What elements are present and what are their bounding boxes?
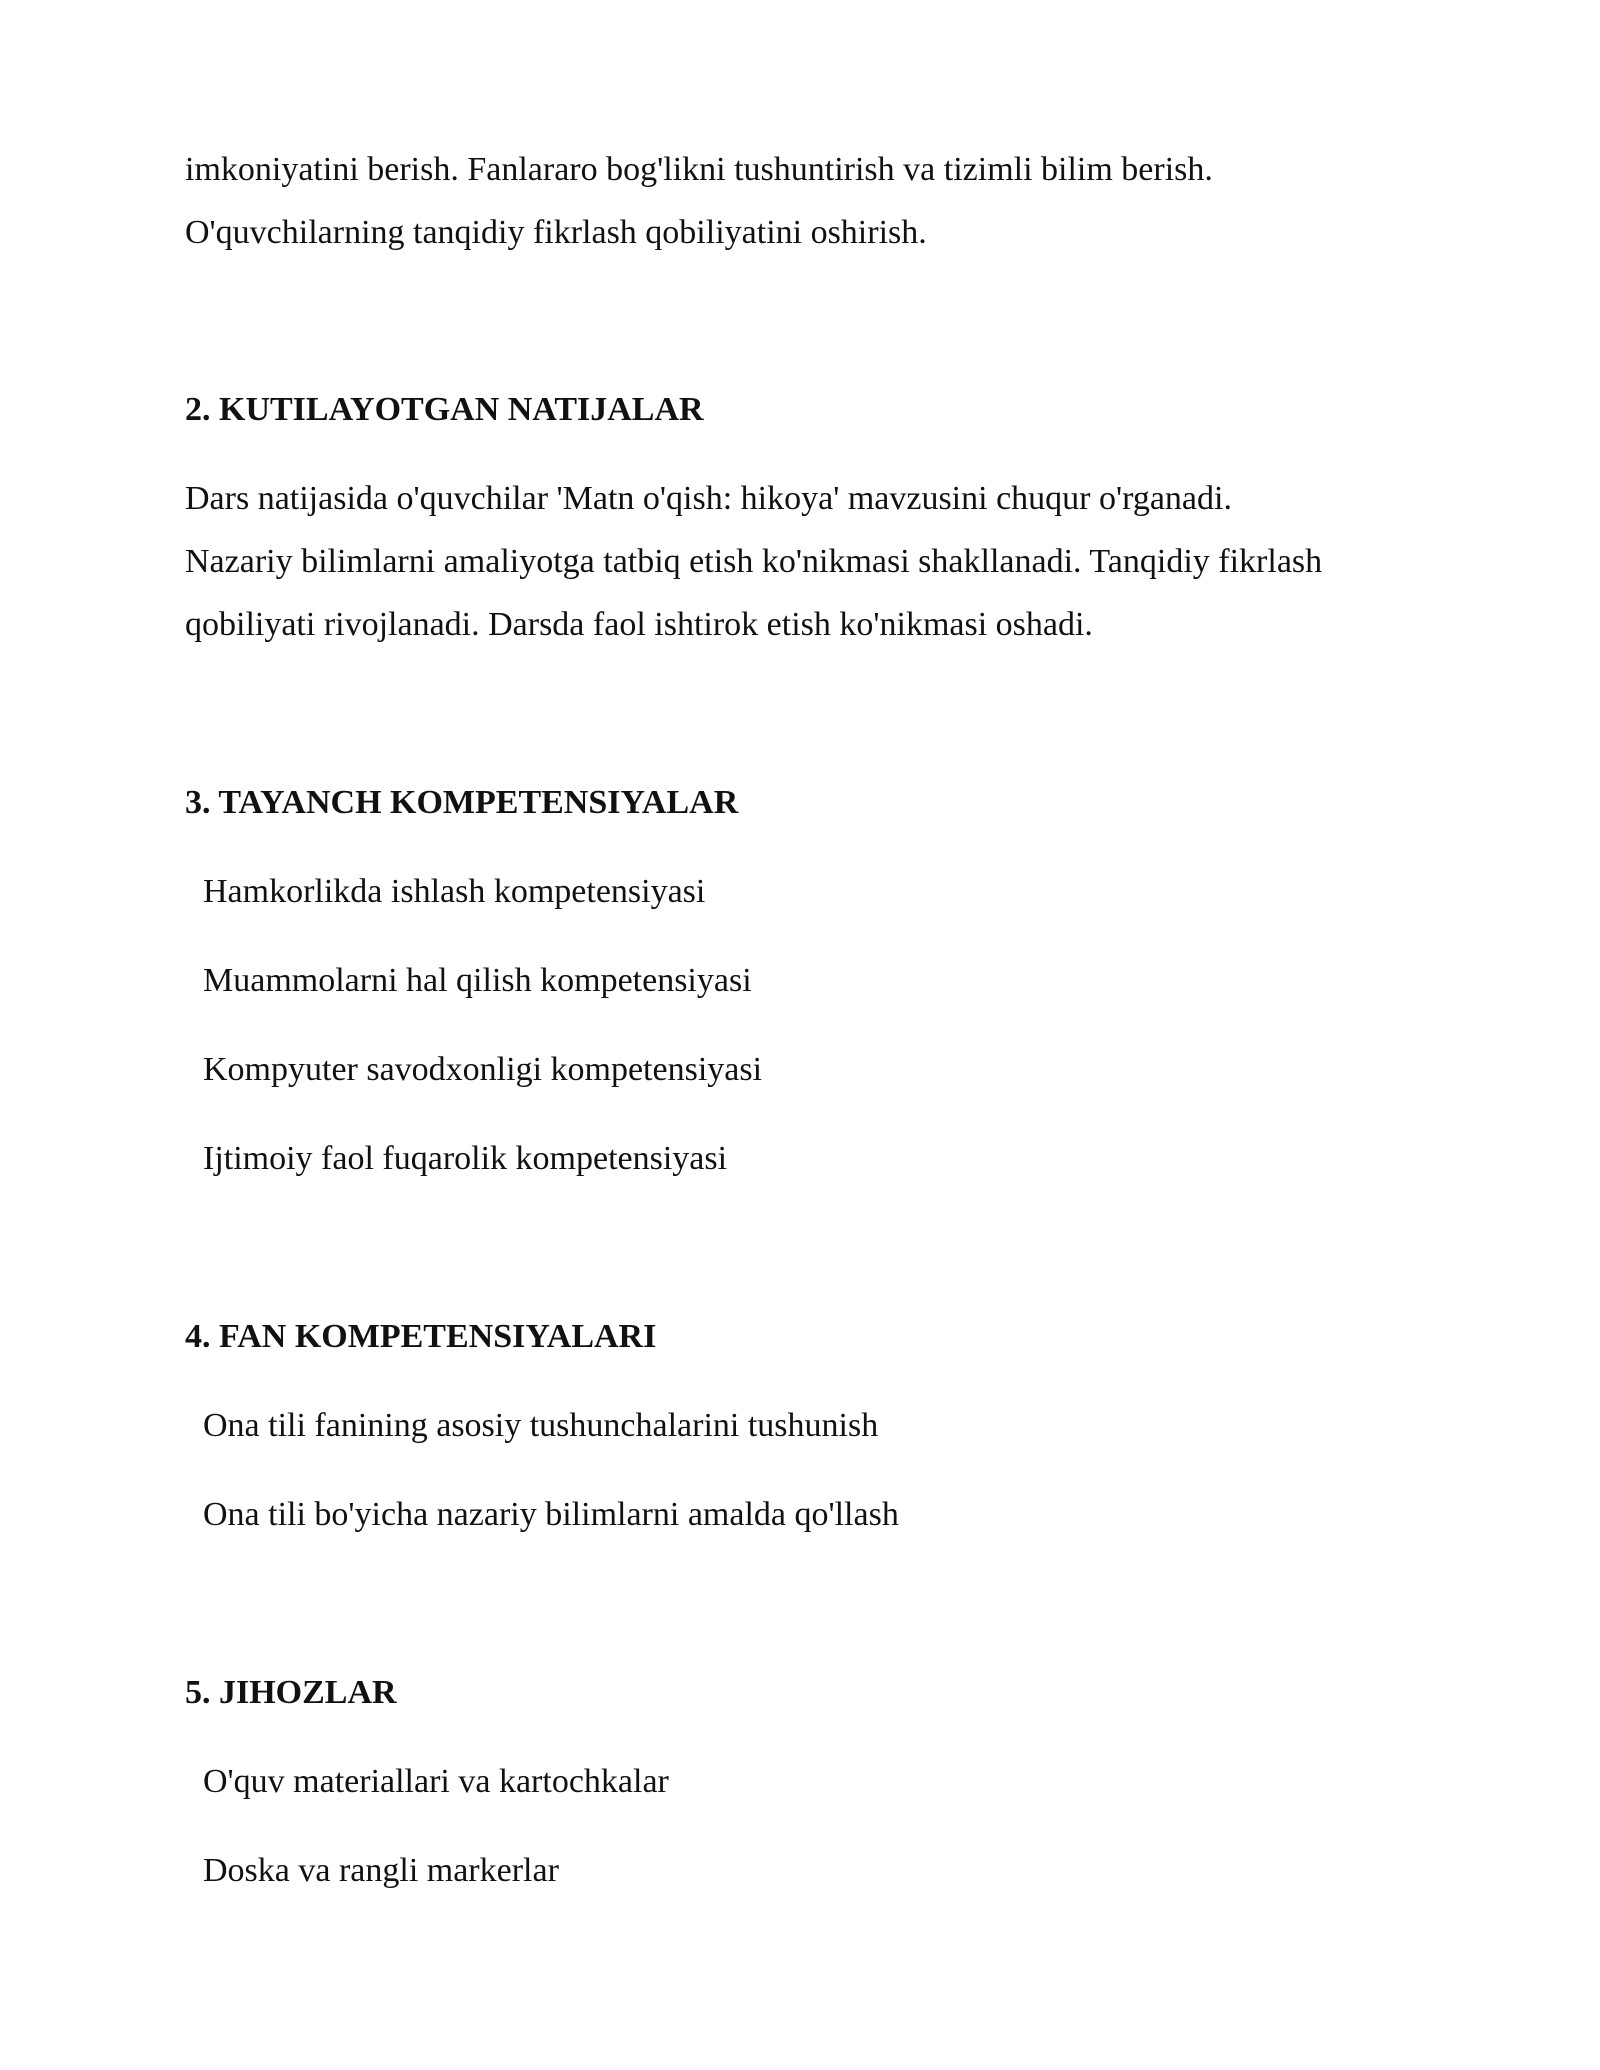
results-line-3: qobiliyati rivojlanadi. Darsda faol ishtirok etish ko'nikmasi oshadi.	[185, 606, 1093, 643]
list-item: Muammolarni hal qilish kompetensiyasi	[203, 962, 752, 999]
list-item: Hamkorlikda ishlash kompetensiyasi	[203, 873, 706, 910]
section-heading-subject-competencies: 4. FAN KOMPETENSIYALARI	[185, 1318, 657, 1355]
section-heading-core-competencies: 3. TAYANCH KOMPETENSIYALAR	[185, 784, 739, 821]
intro-line-1: imkoniyatini berish. Fanlararo bog'likni tushuntirish va tizimli bilim berish.	[185, 151, 1213, 188]
list-item: Kompyuter savodxonligi kompetensiyasi	[203, 1051, 763, 1088]
list-item: Doska va rangli markerlar	[203, 1852, 559, 1889]
intro-line-2: O'quvchilarning tanqidiy fikrlash qobiliyatini oshirish.	[185, 214, 927, 251]
section-heading-equipment: 5. JIHOZLAR	[185, 1674, 397, 1711]
list-item: O'quv materiallari va kartochkalar	[203, 1763, 669, 1800]
list-item: Ona tili bo'yicha nazariy bilimlarni amalda qo'llash	[203, 1496, 899, 1533]
section-heading-results: 2. KUTILAYOTGAN NATIJALAR	[185, 391, 704, 428]
list-item: Ona tili fanining asosiy tushunchalarini tushunish	[203, 1407, 879, 1444]
results-line-1: Dars natijasida o'quvchilar 'Matn o'qish: hikoya' mavzusini chuqur o'rganadi.	[185, 480, 1232, 517]
list-item: Ijtimoiy faol fuqarolik kompetensiyasi	[203, 1140, 728, 1177]
results-line-2: Nazariy bilimlarni amaliyotga tatbiq etish ko'nikmasi shakllanadi. Tanqidiy fikrlash	[185, 543, 1323, 580]
